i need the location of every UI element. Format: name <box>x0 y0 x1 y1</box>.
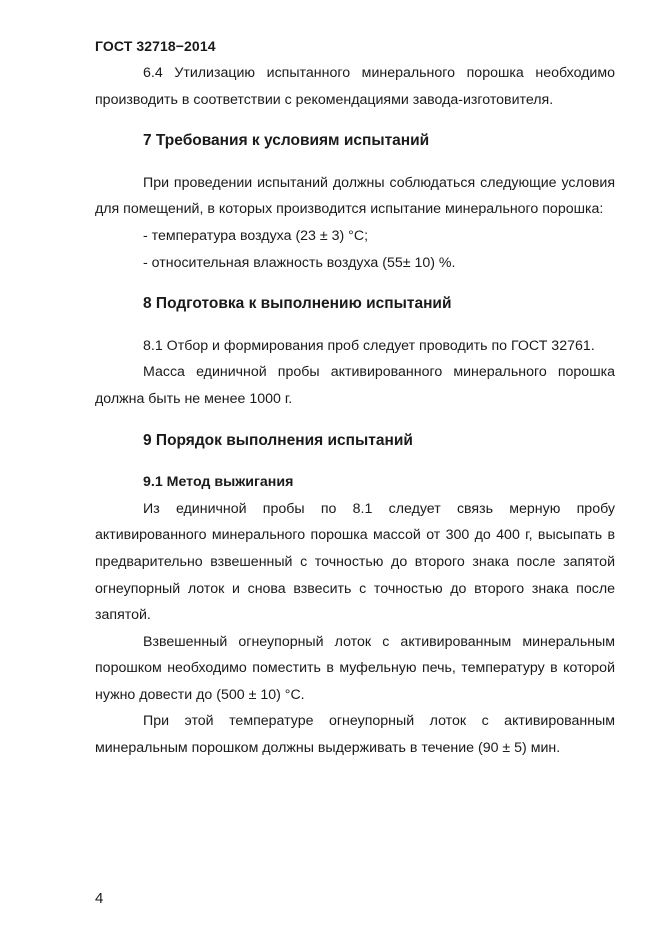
paragraph-9-1-furnace: Взвешенный огнеупорный лоток с активированным минеральным порошком необходимо поместить в муфельную печь, температуру в которой нужно довести до (500 ± 10) °C. <box>95 633 615 703</box>
heading-section-8: 8 Подготовка к выполнению испытаний <box>143 295 452 313</box>
document-body <box>95 60 615 762</box>
paragraph-9-1-sampling: Из единичной пробы по 8.1 следует связь мерную пробу активированного минерального порошка массой от 300 до 400 г, высыпать в предварительно взвешенный с точностью до второго знака после запятой огнеупорный лоток и снова взвесить с точностью до второго знака после запятой. <box>95 500 615 624</box>
document-header-code: ГОСТ 32718−2014 <box>95 38 216 54</box>
paragraph-section-7-intro: При проведении испытаний должны соблюдаться следующие условия для помещений, в которых производится испытание минерального порошка: <box>95 174 615 218</box>
condition-humidity: - относительная влажность воздуха (55± 10) %. <box>143 254 456 271</box>
paragraph-8-1: 8.1 Отбор и формирования проб следует проводить по ГОСТ 32761. <box>143 337 595 354</box>
heading-subsection-9-1: 9.1 Метод выжигания <box>143 474 294 491</box>
paragraph-9-1-holding-time: При этой температуре огнеупорный лоток с активированным минеральным порошком должны выдерживать в течение (90 ± 5) мин. <box>95 713 615 757</box>
condition-temperature: - температура воздуха (23 ± 3) °C; <box>143 227 369 244</box>
paragraph-sample-mass: Масса единичной пробы активированного минерального порошка должна быть не менее 1000 г. <box>95 364 615 407</box>
paragraph-6-4: 6.4 Утилизацию испытанного минерального порошка необходимо производить в соответствии с рекомендациями завода-изготовителя. <box>95 65 615 108</box>
page-number: 4 <box>95 890 104 907</box>
heading-section-7: 7 Требования к условиям испытаний <box>143 132 430 150</box>
heading-section-9: 9 Порядок выполнения испытаний <box>143 431 413 449</box>
